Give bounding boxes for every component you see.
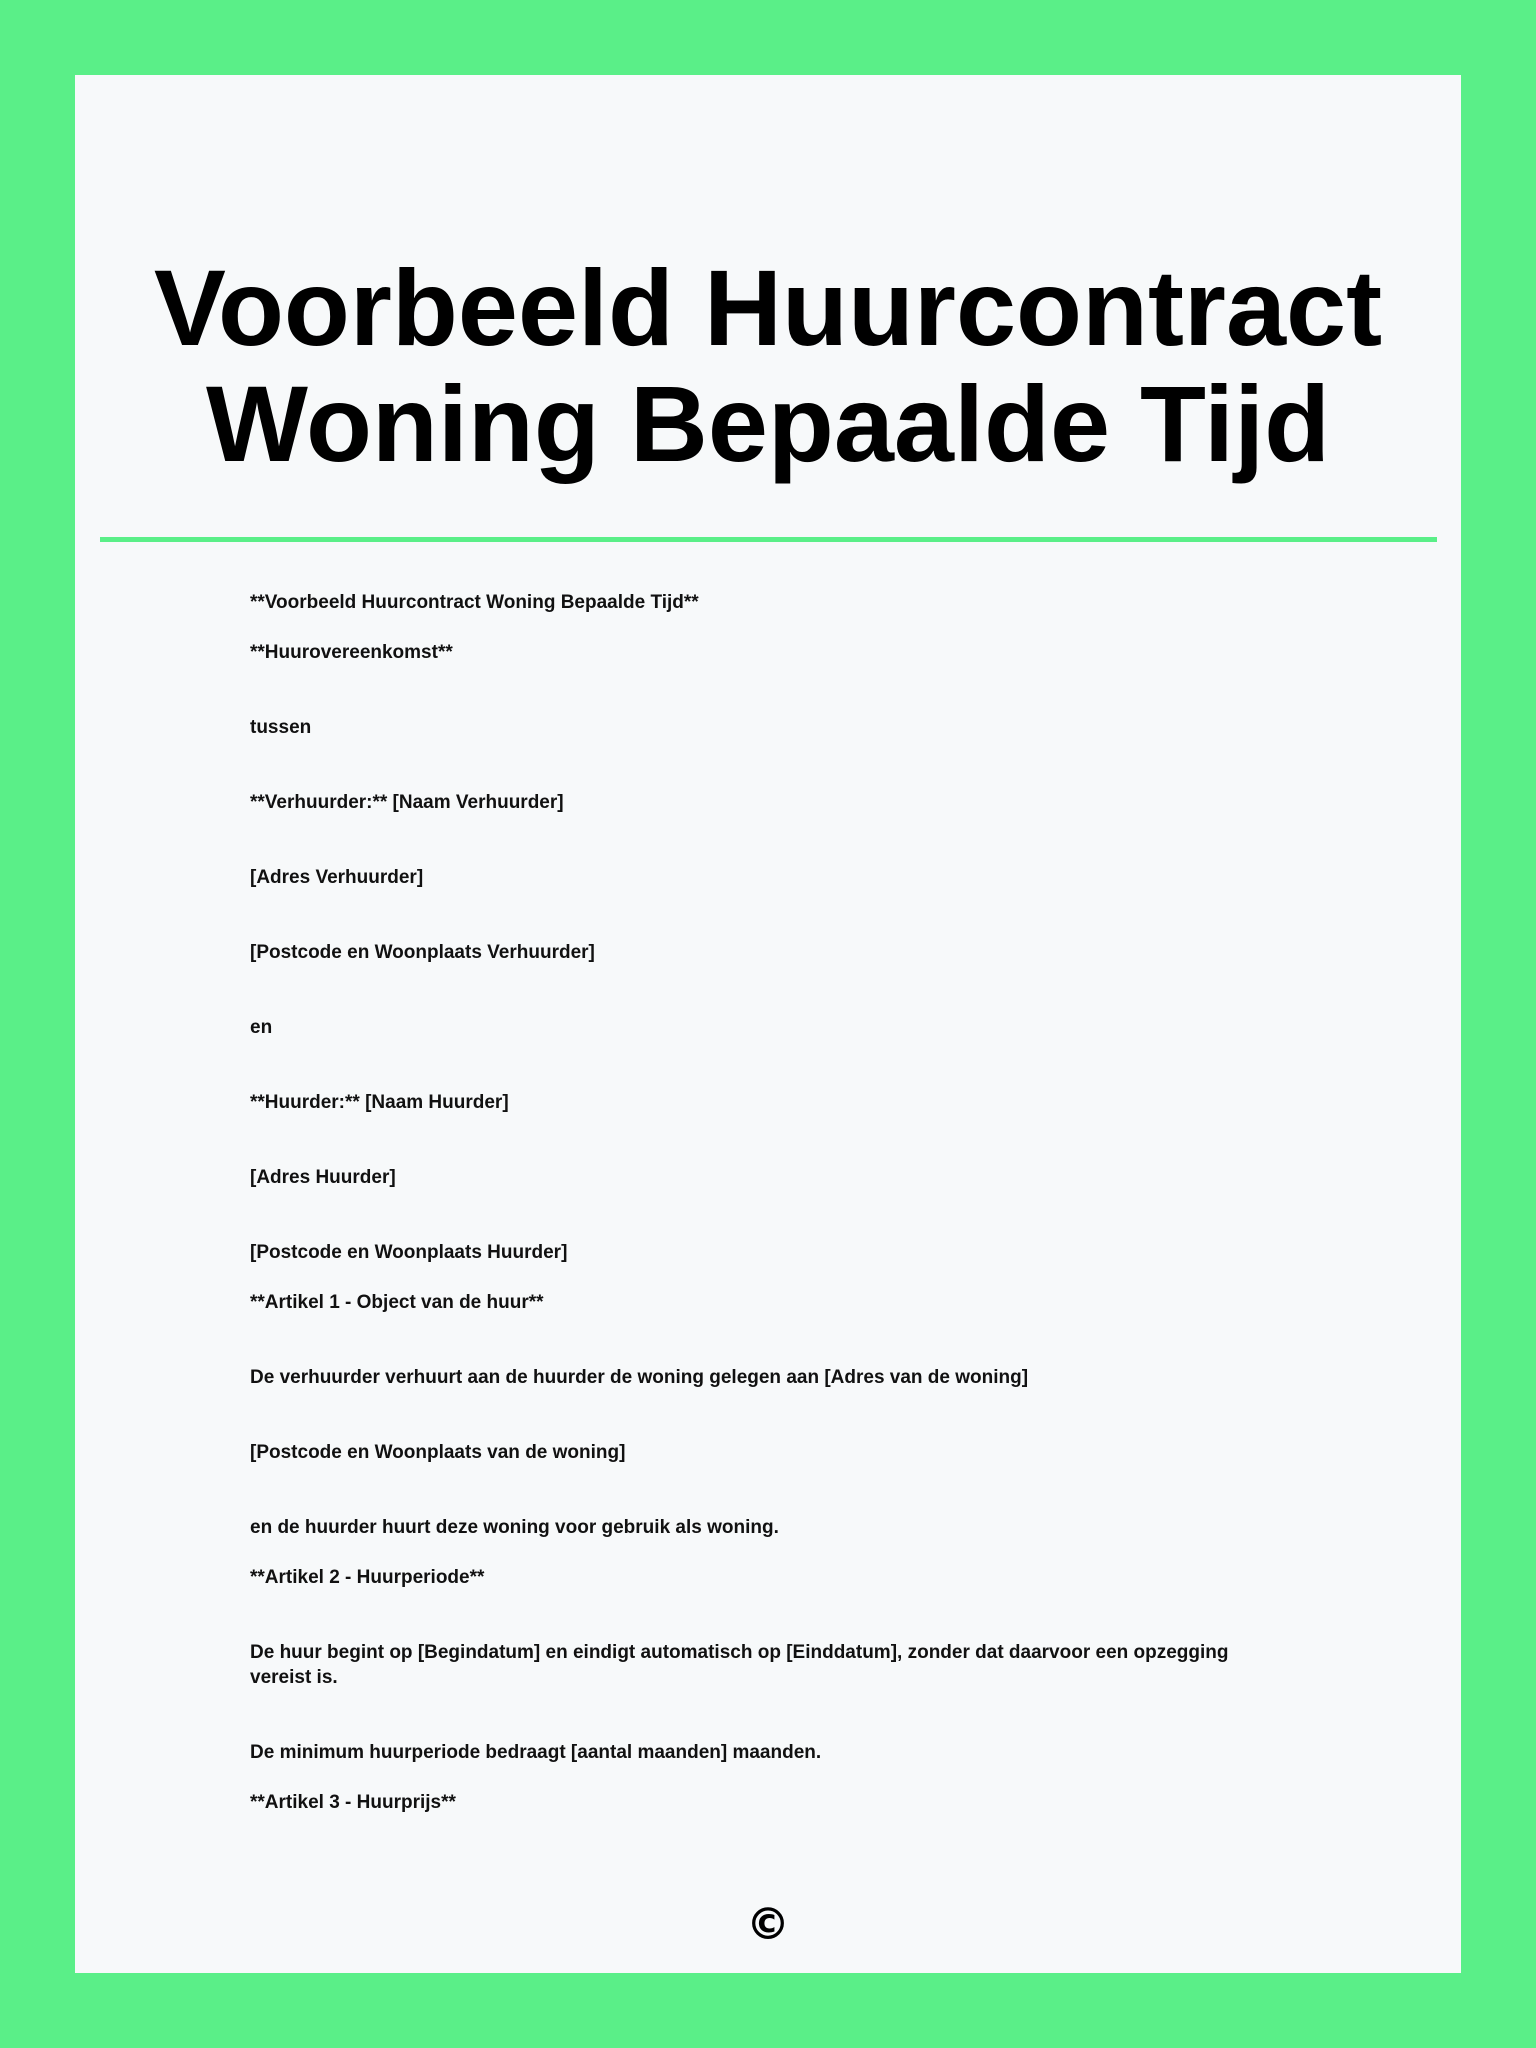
title-line-1: Voorbeeld Huurcontract [153,247,1383,368]
body-line: en de huurder huurt deze woning voor gebruik als woning. [250,1517,779,1538]
body-line: De verhuurder verhuurt aan de huurder de woning gelegen aan [Adres van de woning] [250,1367,1029,1388]
body-line: en [250,1017,273,1038]
body-line: [Postcode en Woonplaats van de woning] [250,1442,626,1463]
document-title [0,247,1536,484]
body-line: De minimum huurperiode bedraagt [aantal maanden] maanden. [250,1742,822,1763]
body-line: [Postcode en Woonplaats Huurder] [250,1242,568,1263]
body-line: **Voorbeeld Huurcontract Woning Bepaalde Tijd** [250,592,699,613]
section-heading: **Artikel 2 - Huurperiode** [250,1567,485,1588]
title-divider [100,537,1437,542]
section-heading: **Artikel 1 - Object van de huur** [250,1292,544,1313]
body-line: [Adres Verhuurder] [250,867,424,888]
section-heading: **Artikel 3 - Huurprijs** [250,1792,456,1813]
copyright-icon: © [746,1899,790,1950]
body-line: **Verhuurder:** [Naam Verhuurder] [250,792,564,813]
body-line: [Postcode en Woonplaats Verhuurder] [250,942,595,963]
body-line: **Huurovereenkomst** [250,642,453,663]
body-line: **Huurder:** [Naam Huurder] [250,1092,509,1113]
body-line: [Adres Huurder] [250,1167,396,1188]
body-line: De huur begint op [Begindatum] en eindigt automatisch op [Einddatum], zonder dat daarvoor een opzegging vereist is. [250,1642,1229,1688]
title-line-2: Woning Bepaalde Tijd [205,363,1331,484]
body-line: tussen [250,717,312,738]
